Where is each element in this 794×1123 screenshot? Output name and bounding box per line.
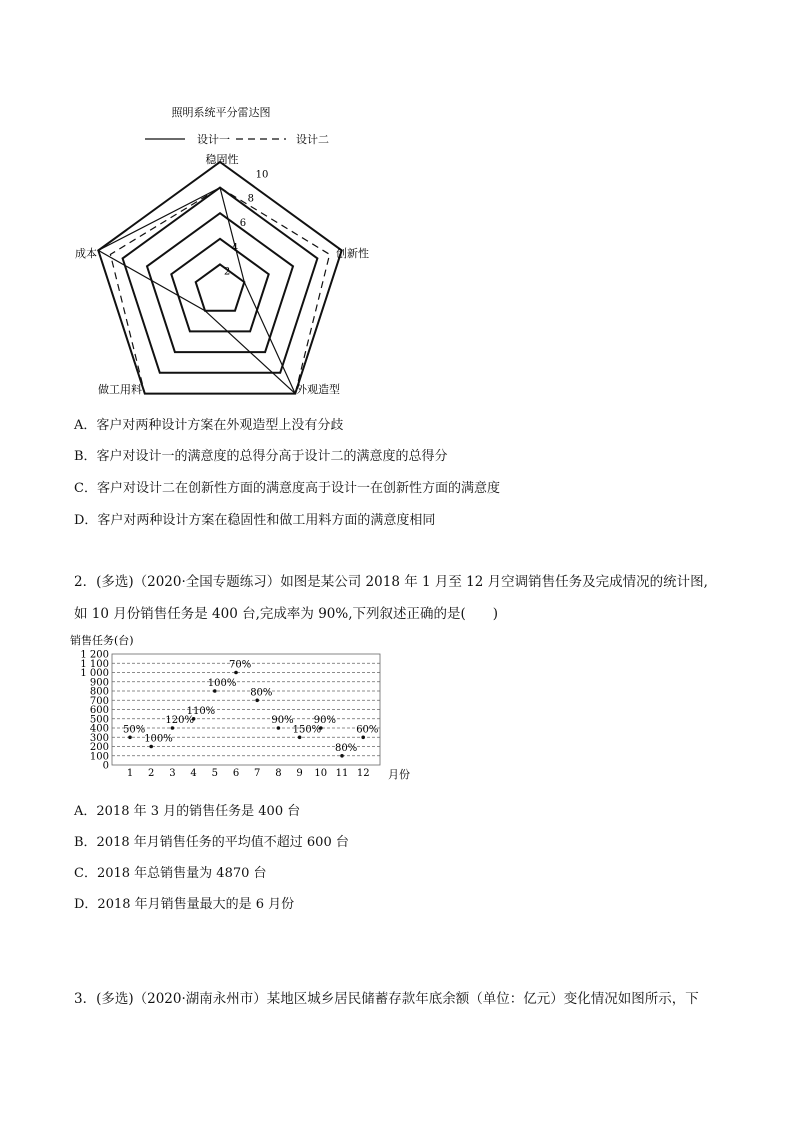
q2-option-b: B．2018 年月销售任务的平均值不超过 600 台 (74, 835, 349, 850)
y-tick-label: 500 (89, 714, 109, 726)
axis-label-appearance: 外观造型 (296, 383, 340, 396)
sales-task-chart (70, 632, 410, 782)
q1-option-b: B．客户对设计一的满意度的总得分高于设计二的满意度的总得分 (74, 449, 448, 464)
x-tick-label: 3 (169, 768, 176, 779)
completion-rate-label: 150% (292, 724, 322, 736)
q1-option-c: C．客户对设计二在创新性方面的满意度高于设计一在创新性方面的满意度 (74, 481, 500, 496)
x-tick-label: 2 (148, 768, 155, 779)
y-tick-label: 800 (89, 686, 109, 698)
data-point (277, 726, 281, 730)
radar-ring-label-10: 10 (255, 169, 269, 181)
q2-stem-line2: 如 10 月份销售任务是 400 台,完成率为 90%,下列叙述正确的是( ) (74, 606, 499, 622)
y-axis-title: 销售任务(台) (70, 634, 134, 647)
radar-ring-label-6: 6 (239, 218, 247, 229)
data-point (171, 726, 175, 730)
completion-rate-label: 100% (144, 733, 173, 745)
radar-ring-2 (196, 264, 245, 310)
radar-ring-10 (98, 162, 341, 394)
x-tick-label: 1 (126, 768, 134, 779)
completion-rate-label: 50% (123, 724, 146, 736)
radar-ring-4 (171, 239, 268, 332)
y-tick-label: 1 200 (80, 649, 109, 661)
y-tick-label: 400 (89, 723, 109, 735)
x-axis-title: 月份 (388, 768, 410, 781)
completion-rate-label: 70% (229, 659, 252, 671)
radar-ring-label-4: 4 (231, 242, 239, 254)
data-point (149, 745, 153, 749)
completion-rate-label: 120% (165, 715, 194, 726)
y-tick-label: 600 (89, 705, 109, 716)
completion-rate-label: 90% (271, 715, 294, 726)
radar-chart (60, 95, 390, 405)
q1-option-d: D．客户对两种设计方案在稳固性和做工用料方面的满意度相同 (74, 513, 436, 528)
y-tick-label: 1 000 (80, 668, 109, 679)
q2-option-c: C．2018 年总销售量为 4870 台 (74, 866, 267, 881)
completion-rate-label: 110% (186, 705, 216, 717)
radar-ring-label-8: 8 (247, 193, 254, 205)
y-tick-label: 900 (89, 677, 109, 689)
y-tick-label: 200 (89, 742, 109, 753)
radar-title: 照明系统平分雷达图 (171, 106, 271, 119)
radar-ring-label-2: 2 (223, 266, 231, 278)
x-tick-label: 10 (314, 768, 328, 779)
q2-option-d: D．2018 年月销售量最大的是 6 月份 (74, 897, 295, 912)
axis-label-cost: 成本 (75, 247, 97, 260)
legend-dashed-label: 设计二 (296, 133, 329, 146)
y-tick-label: 700 (89, 695, 109, 707)
axis-label-innovation: 创新性 (336, 247, 369, 260)
data-point (234, 671, 238, 675)
q3-stem-line1: 3．(多选)（2020·湖南永州市）某地区城乡居民储蓄存款年底余额（单位：亿元）变化情况如图所示，下 (74, 991, 699, 1007)
x-tick-label: 8 (275, 768, 282, 779)
q2-option-a: A．2018 年 3 月的销售任务是 400 台 (74, 804, 301, 819)
q2-stem-line1: 2．(多选)（2020·全国专题练习）如图是某公司 2018 年 1 月至 12 月空调销售任务及完成情况的统计图, (74, 574, 708, 590)
x-tick-label: 5 (211, 768, 218, 779)
y-tick-label: 1 100 (80, 658, 109, 670)
data-point (255, 699, 259, 703)
completion-rate-label: 60% (356, 724, 379, 736)
x-tick-label: 9 (296, 768, 303, 779)
data-point (128, 736, 132, 740)
x-tick-label: 7 (254, 768, 261, 779)
data-point (213, 689, 217, 693)
data-point (361, 736, 365, 740)
q1-option-a: A．客户对两种设计方案在外观造型上没有分歧 (74, 418, 344, 433)
legend-solid-label: 设计一 (197, 133, 230, 146)
radar-series-1 (98, 188, 295, 394)
data-point (340, 754, 344, 758)
data-point (298, 736, 302, 740)
x-tick-label: 6 (232, 768, 240, 779)
completion-rate-label: 80% (335, 742, 358, 754)
axis-label-stability: 稳固性 (205, 153, 239, 166)
completion-rate-label: 100% (207, 678, 237, 689)
x-tick-label: 4 (190, 768, 197, 779)
completion-rate-label: 90% (313, 715, 337, 726)
y-tick-label: 0 (102, 760, 109, 772)
y-tick-label: 100 (89, 751, 109, 763)
x-tick-label: 12 (356, 768, 370, 779)
completion-rate-label: 80% (250, 687, 273, 699)
x-tick-label: 11 (335, 768, 349, 779)
axis-label-workmanship: 做工用料 (98, 383, 142, 396)
y-tick-label: 300 (89, 732, 109, 744)
